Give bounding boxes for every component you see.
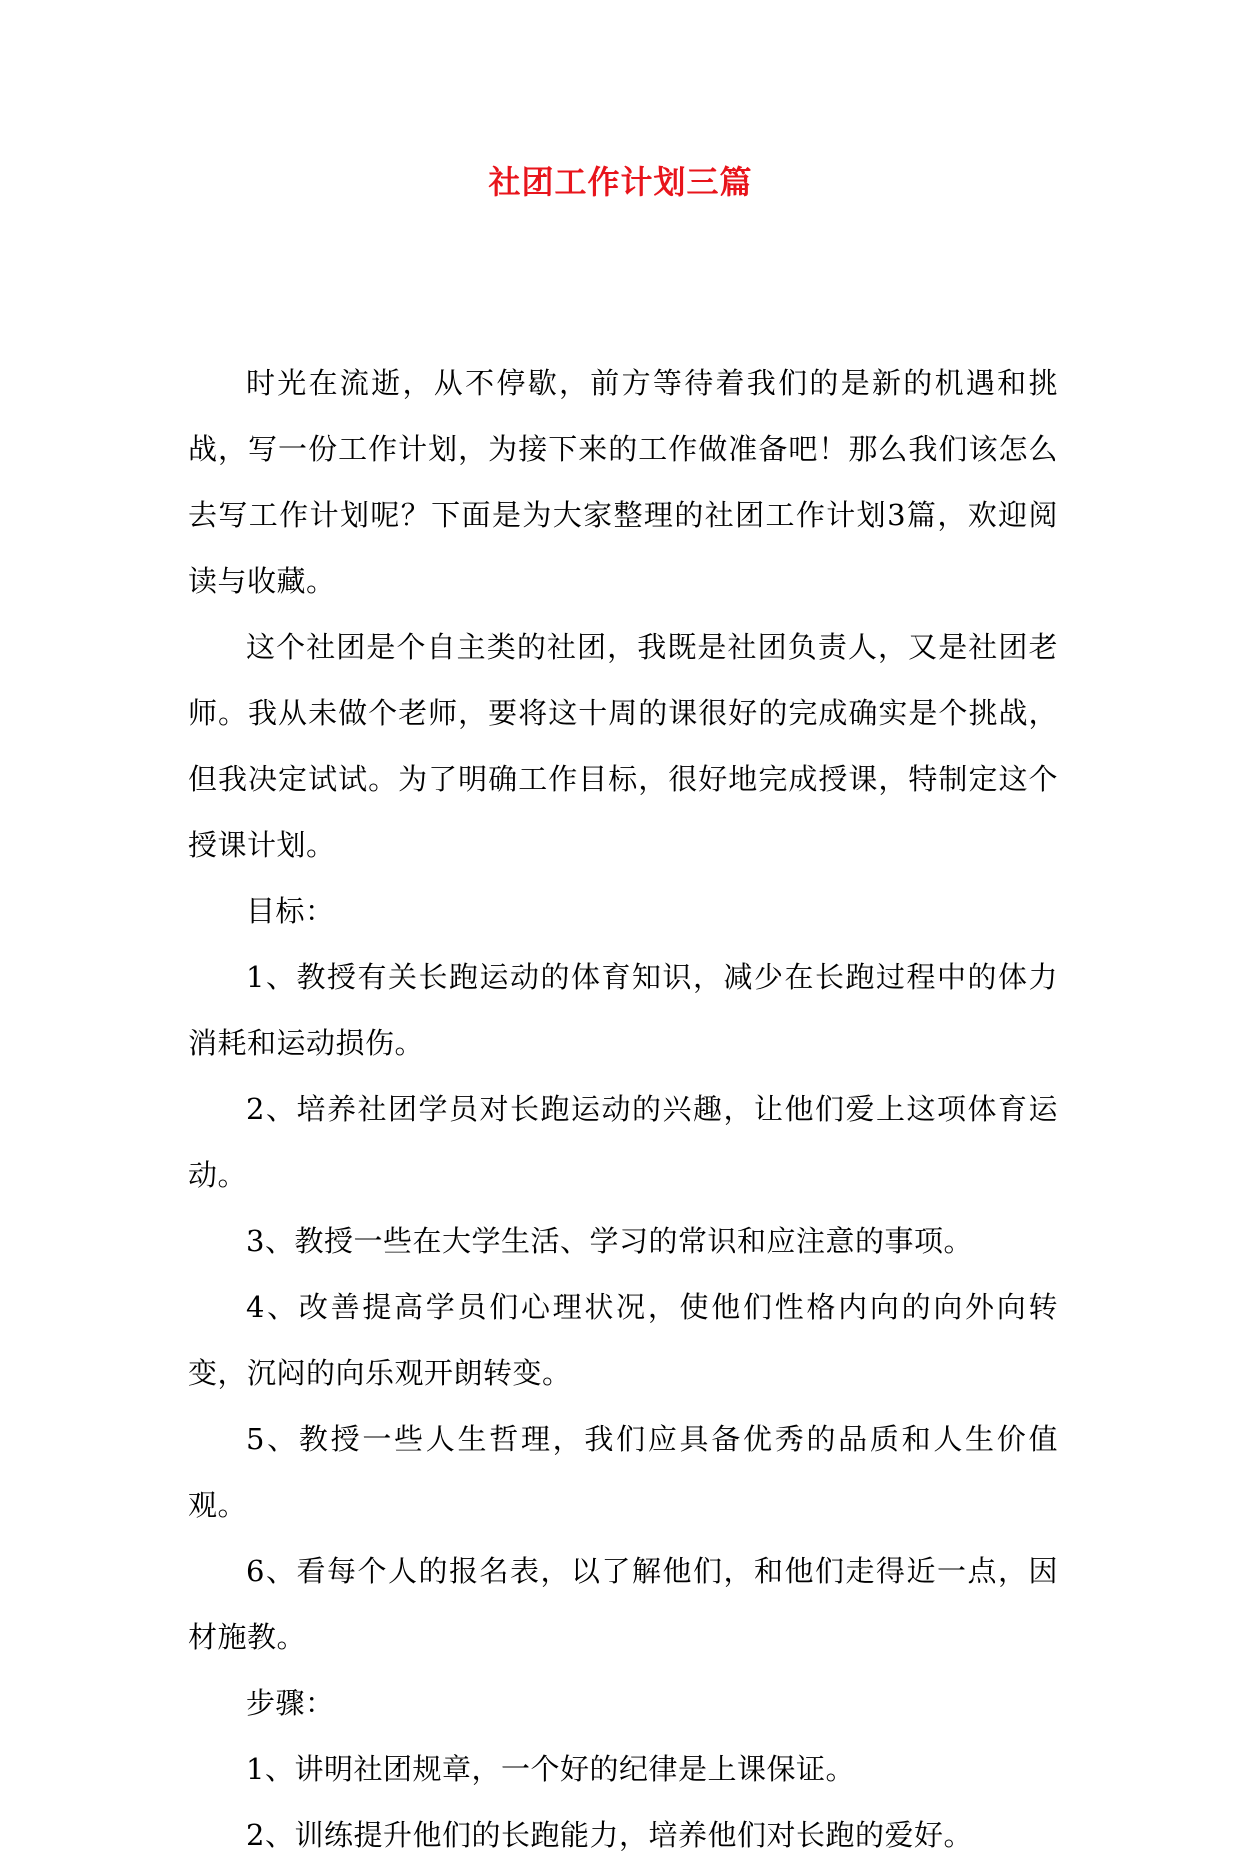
heading-goals: 目标： [246, 894, 335, 928]
goal-item-3: 3、教授一些在大学生活、学习的常识和应注意的事项。 [246, 1224, 973, 1258]
step-item-2: 2、训练提升他们的长跑能力，培养他们对长跑的爱好。 [246, 1818, 973, 1852]
goal-item-2: 2、培养社团学员对长跑运动的兴趣，让他们爱上这项体育运动。 [188, 1092, 1058, 1192]
step-item-1: 1、讲明社团规章，一个好的纪律是上课保证。 [246, 1752, 855, 1786]
goal-item-4: 4、改善提高学员们心理状况，使他们性格内向的向外向转变，沉闷的向乐观开朗转变。 [188, 1290, 1058, 1390]
goal-item-5: 5、教授一些人生哲理，我们应具备优秀的品质和人生价值观。 [188, 1422, 1058, 1522]
document-title: 社团工作计划三篇 [488, 163, 753, 201]
paragraph-intro: 时光在流逝，从不停歇，前方等待着我们的是新的机遇和挑战，写一份工作计划，为接下来的工作做准备吧！那么我们该怎么去写工作计划呢？下面是为大家整理的社团工作计划3篇，欢迎阅读与收藏。 [188, 366, 1058, 598]
heading-steps: 步骤： [246, 1686, 335, 1720]
goal-item-6: 6、看每个人的报名表，以了解他们，和他们走得近一点，因材施教。 [188, 1554, 1058, 1654]
goal-item-1: 1、教授有关长跑运动的体育知识，减少在长跑过程中的体力消耗和运动损伤。 [188, 960, 1058, 1060]
paragraph-club-description: 这个社团是个自主类的社团，我既是社团负责人，又是社团老师。我从未做个老师，要将这十周的课很好的完成确实是个挑战，但我决定试试。为了明确工作目标，很好地完成授课，特制定这个授课计划。 [188, 630, 1058, 862]
document-body [188, 350, 1058, 1868]
